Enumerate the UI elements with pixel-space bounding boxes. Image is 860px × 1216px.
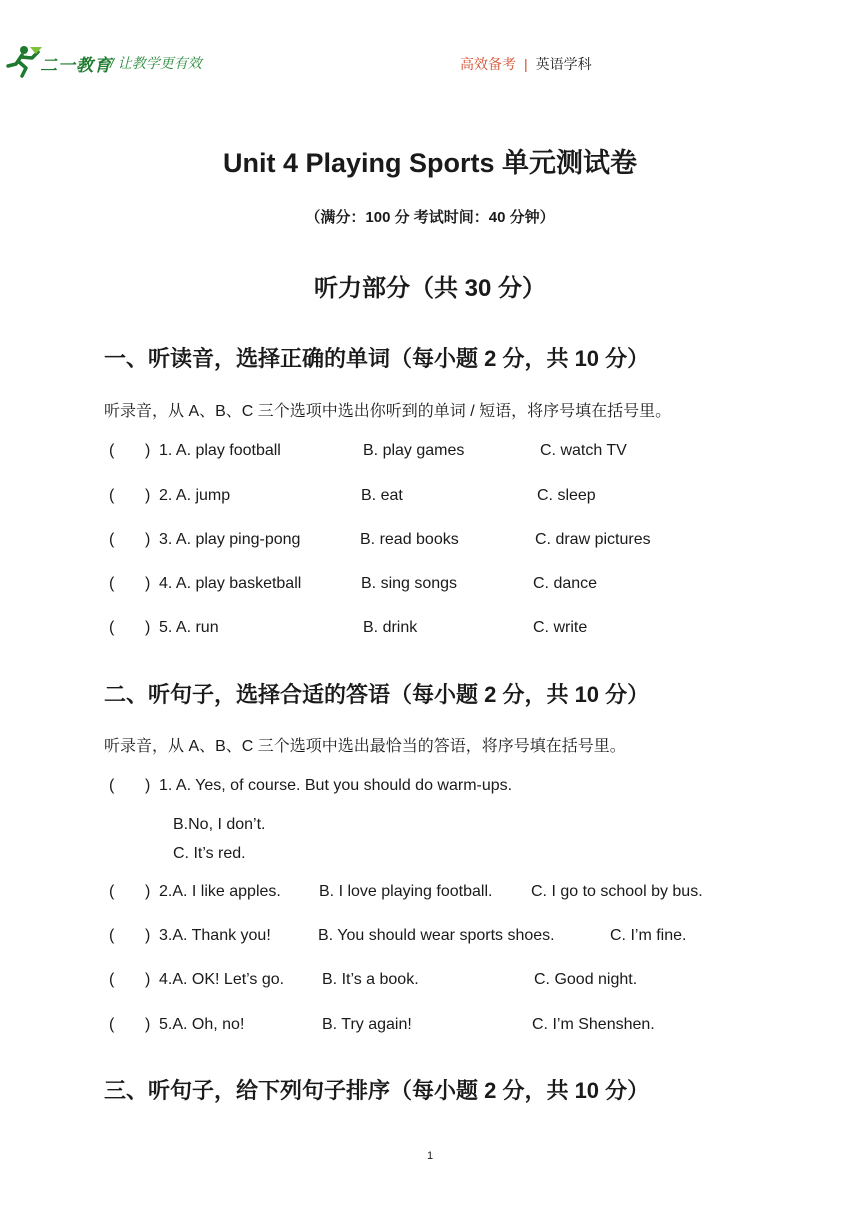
option-a: 1. A. play football (159, 442, 281, 459)
answer-bracket-open: ( (109, 1016, 115, 1033)
option-a: 4. A. play basketball (159, 575, 302, 592)
brand-name: 二一教育 (40, 56, 112, 75)
answer-bracket-close: ) (145, 575, 151, 592)
option-a: 2.A. I like apples. (159, 883, 281, 900)
answer-bracket-open: ( (109, 487, 115, 504)
answer-bracket-open: ( (109, 619, 115, 636)
section2-heading: 二、听句子，选择合适的答语（每小题 2 分，共 10 分） (104, 682, 650, 707)
option-b: B. It’s a book. (322, 971, 419, 988)
header-tag-exam: 高效备考 (460, 56, 516, 72)
option-a: 2. A. jump (159, 487, 231, 504)
option-b: B. You should wear sports shoes. (318, 927, 555, 944)
answer-bracket-open: ( (109, 883, 115, 900)
answer-bracket-open: ( (109, 442, 115, 459)
part-title: 听力部分（共 30 分） (313, 275, 547, 302)
answer-bracket-open: ( (109, 777, 115, 794)
option-c: C. Good night. (534, 971, 638, 988)
option-b: B. I love playing football. (319, 883, 493, 900)
answer-bracket-close: ) (145, 619, 151, 636)
option-b: B. eat (361, 487, 403, 504)
page-title: Unit 4 Playing Sports 单元测试卷 (222, 148, 638, 178)
answer-bracket-close: ) (145, 442, 151, 459)
answer-bracket-open: ( (109, 971, 115, 988)
option-b: B. play games (363, 442, 465, 459)
answer-bracket-open: ( (109, 575, 115, 592)
option-b: B. Try again! (322, 1016, 412, 1033)
option-a: 3.A. Thank you! (159, 927, 271, 944)
option-a: 5.A. Oh, no! (159, 1016, 245, 1033)
answer-bracket-close: ) (145, 971, 151, 988)
header-separator: | (524, 56, 528, 72)
section3-heading: 三、听句子，给下列句子排序（每小题 2 分，共 10 分） (104, 1078, 650, 1103)
option-b: B. drink (363, 619, 418, 636)
option-a: 1. A. Yes, of course. But you should do warm-ups. (159, 777, 513, 794)
answer-bracket-open: ( (109, 927, 115, 944)
option-a: 5. A. run (159, 619, 219, 636)
option-c: C. sleep (537, 487, 596, 504)
option-c: C. I’m Shenshen. (532, 1016, 655, 1033)
slogan: / 让教学更有效 (110, 55, 202, 71)
section1-instruction: 听录音，从 A、B、C 三个选项中选出你听到的单词 / 短语，将序号填在括号里。 (104, 403, 672, 420)
option-c: C. dance (533, 575, 598, 592)
answer-bracket-close: ) (145, 487, 151, 504)
answer-bracket-close: ) (145, 1016, 151, 1033)
runner-logo-icon (4, 44, 44, 78)
option-c: C. I go to school by bus. (531, 883, 703, 900)
page-number: 1 (426, 1150, 434, 1162)
option-a: 4.A. OK! Let’s go. (159, 971, 285, 988)
section2-instruction: 听录音，从 A、B、C 三个选项中选出最恰当的答语，将序号填在括号里。 (104, 738, 626, 755)
answer-bracket-open: ( (109, 531, 115, 548)
answer-bracket-close: ) (145, 531, 151, 548)
answer-bracket-close: ) (145, 883, 151, 900)
option-c: C. I’m fine. (610, 927, 687, 944)
option-c: C. draw pictures (535, 531, 651, 548)
option-b: B.No, I don’t. (173, 816, 266, 833)
option-b: B. sing songs (361, 575, 458, 592)
answer-bracket-close: ) (145, 777, 151, 794)
section1-heading: 一、听读音，选择正确的单词（每小题 2 分，共 10 分） (104, 346, 650, 371)
header-right (460, 54, 592, 74)
option-c: C. watch TV (540, 442, 627, 459)
header-tag-subject: 英语学科 (535, 56, 592, 72)
option-b: B. read books (360, 531, 459, 548)
page-subtitle: （满分：100 分 考试时间：40 分钟） (305, 209, 555, 226)
answer-bracket-close: ) (145, 927, 151, 944)
option-a: 3. A. play ping-pong (159, 531, 301, 548)
option-c: C. It’s red. (173, 845, 246, 862)
option-c: C. write (533, 619, 588, 636)
